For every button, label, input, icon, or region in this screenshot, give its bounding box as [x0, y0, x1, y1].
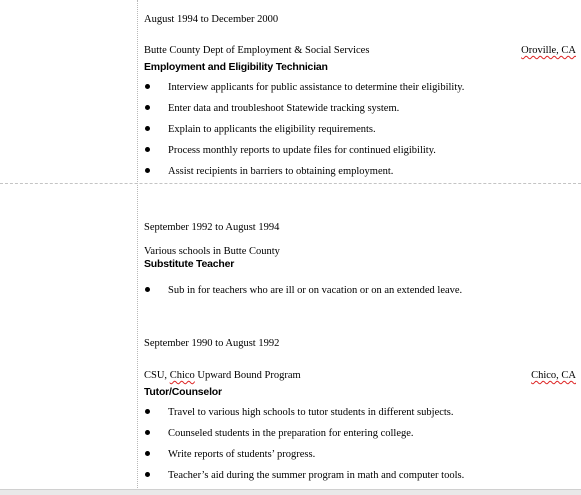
job-3-employer-squiggle: Chico — [169, 370, 195, 381]
job-1-employer: Butte County Dept of Employment & Social Services — [144, 45, 370, 56]
job-3-duty-3: Write reports of students’ progress. — [168, 449, 316, 460]
job-1-title: Employment and Eligibility Technician — [144, 61, 328, 73]
job-3-location-text: Chico, CA — [531, 370, 576, 381]
job-2-dates: September 1992 to August 1994 — [144, 222, 280, 233]
job-1-duty-2: Enter data and troubleshoot Statewide tracking system. — [168, 103, 400, 114]
job-2-employer: Various schools in Butte County — [144, 246, 280, 257]
bullet-icon — [145, 126, 150, 131]
job-3-location — [500, 369, 576, 382]
job-1-duty-4: Process monthly reports to update files for continued eligibility. — [168, 145, 436, 156]
bullet-icon — [145, 287, 150, 292]
job-3-duty-4: Teacher’s aid during the summer program in math and computer tools. — [168, 470, 465, 481]
bullet-icon — [145, 147, 150, 152]
bullet-icon — [145, 84, 150, 89]
bullet-icon — [145, 451, 150, 456]
job-1-duty-3: Explain to applicants the eligibility requirements. — [168, 124, 376, 135]
bullet-icon — [145, 168, 150, 173]
job-2-duty-1: Sub in for teachers who are ill or on vacation or on an extended leave. — [168, 285, 463, 296]
bullet-icon — [145, 409, 150, 414]
bullet-icon — [145, 105, 150, 110]
job-3-duty-1: Travel to various high schools to tutor students in different subjects. — [168, 407, 454, 418]
job-2-title: Substitute Teacher — [144, 258, 235, 270]
margin-guide-line — [137, 0, 138, 494]
job-3-employer-prefix: CSU, — [144, 370, 170, 381]
job-1-dates: August 1994 to December 2000 — [144, 14, 279, 25]
bullet-icon — [145, 430, 150, 435]
job-3-duty-2: Counseled students in the preparation for entering college. — [168, 428, 414, 439]
job-3-employer-suffix: Upward Bound Program — [194, 370, 301, 381]
horizontal-scrollbar[interactable] — [0, 489, 581, 495]
job-3-dates: September 1990 to August 1992 — [144, 338, 280, 349]
job-1-duty-5: Assist recipients in barriers to obtaining employment. — [168, 166, 394, 177]
job-3-title: Tutor/Counselor — [144, 386, 222, 398]
bullet-icon — [145, 472, 150, 477]
job-3-employer — [144, 369, 301, 382]
job-1-duty-1: Interview applicants for public assistance to determine their eligibility. — [168, 82, 465, 93]
job-1-location-text: Oroville, CA — [521, 45, 576, 56]
page-break-line — [0, 183, 581, 184]
job-1-location — [500, 44, 576, 57]
